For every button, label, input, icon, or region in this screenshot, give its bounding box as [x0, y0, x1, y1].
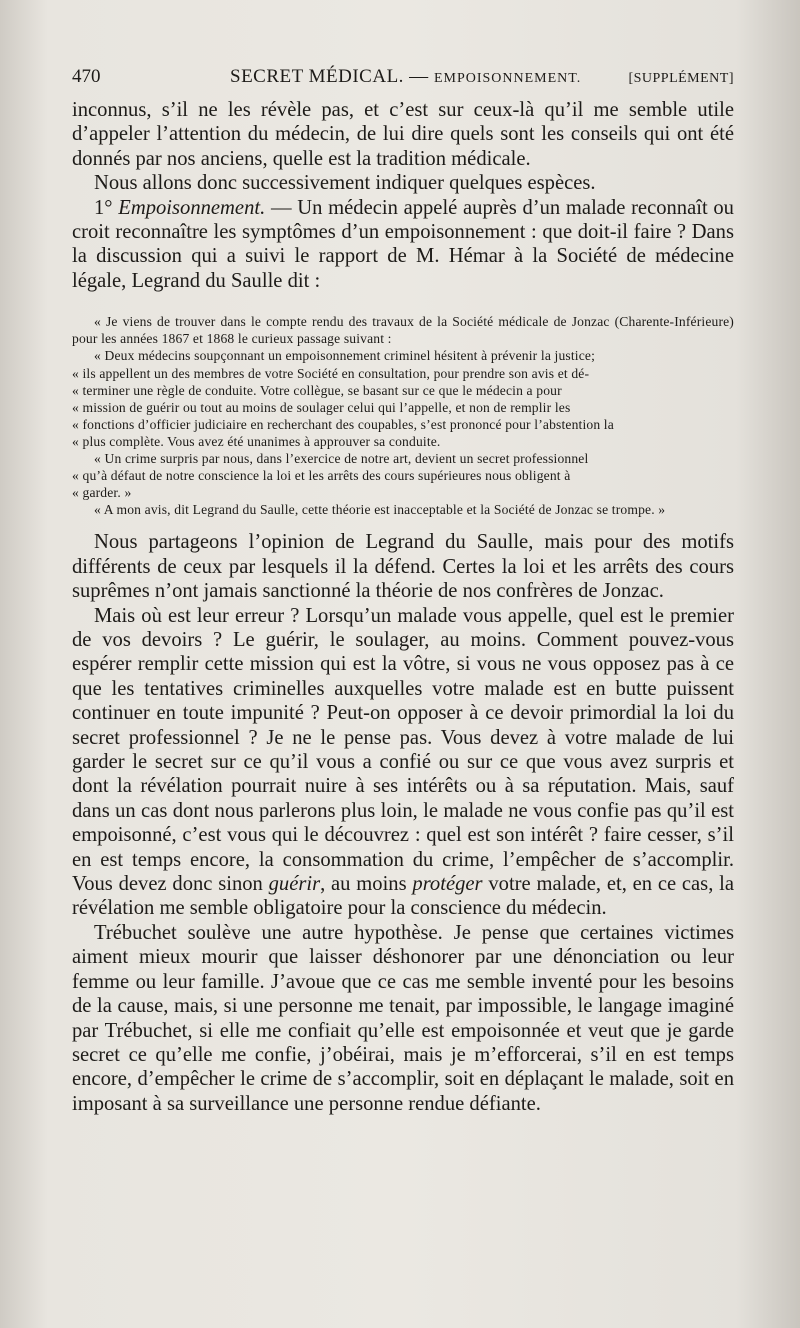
quote-line: « fonctions d’officier judiciaire en recherchant des coupables, s’est prononcé pour l’abstention la: [72, 416, 614, 432]
running-title: [230, 66, 581, 88]
paragraph: Trébuchet soulève une autre hypothèse. Je pense que certaines victimes aiment mieux mourir que laisser déshonorer par une dénonciation ou leur femme ou leur famille. J’avoue que ce cas me semble inventé pour les besoins de la cause, mais, si une personne me tenait, par impossible, le langage imaginé par Trébuchet, si elle me confiait qu’elle est empoisonnée et veut que je garde secret ce qu’elle me confie, j’obéirai, mais je m’efforcerai, s’il en est temps encore, d’empêcher le crime de s’accomplir, soit en déplaçant le malade, soit en imposant à sa surveillance une personne rendue défiante.: [72, 921, 734, 1115]
emphasis-proteger: protéger: [412, 873, 483, 896]
emphasis-guerir: guérir: [268, 873, 321, 896]
quote-line: « garder. »: [72, 485, 132, 501]
quote-line: « Un crime surpris par nous, dans l’exercice de notre art, devient un secret professionnel: [94, 451, 589, 466]
page-body: [72, 98, 734, 1116]
section-label: [SUPPLÉMENT]: [628, 71, 734, 86]
quote-line: « Deux médecins soupçonnant un empoisonnement criminel hésitent à prévenir la justice;: [94, 348, 596, 364]
section-heading: Empoisonnement.: [118, 196, 266, 219]
running-title-main: SECRET MÉDICAL. —: [230, 66, 429, 87]
quote-line: « A mon avis, dit Legrand du Saulle, cette théorie est inacceptable et la Société de Jonzac se trompe. »: [94, 502, 666, 518]
quote-line: « plus complète. Vous avez été unanimes à approuver sa conduite.: [72, 433, 441, 449]
paragraph: inconnus, s’il ne les révèle pas, et c’est sur ceux-là qu’il me semble utile d’appeler l’attention du médecin, de lui dire quels sont les conseils qui ont été donnés par nos anciens, quelle est la tradition médicale.: [72, 99, 734, 170]
paragraph-text: — Un médecin appelé auprès d’un malade reconnaît ou croit reconnaître les symptômes d’un empoisonnement : que doit-il faire ? Dans la discussion qui a suivi le rapport de M. Hémar à la Société de médecine légale, Legrand du Saulle dit :: [72, 196, 734, 292]
paragraph: Mais où est leur erreur ? Lorsqu’un malade vous appelle, quel est le premier de vos devoirs ? Le guérir, le soulager, au moins. Comment pouvez-vous espérer remplir cette mission qui est la vôtre, si vous ne vous opposez pas à ce que les tentatives criminelles auxquelles votre malade est en butte puissent continuer en toute impunité ? Peut-on opposer à ce devoir primordial la loi du secret professionnel ? Je ne le pense pas. Vous devez à votre malade de lui garder le secret sur ce qu’il vous a confié ou sur ce que vous avez surpris et dont la révélation pourrait nuire à ses intérêts ou à sa réputation. Mais, sauf dans un cas dont nous parlerons plus loin, le malade ne vous confie pas qu’il est empoisonné, c’est vous qui le découvrez : quel est son intérêt ? faire cesser, s’il en est temps encore, la consommation du crime, l’empêcher de s’accomplir. Vous devez donc sinon guérir, au moins protéger votre malade, et, en ce cas, la révélation me semble obligatoire pour la conscience du médecin.: [72, 604, 734, 920]
quote-line: « Je viens de trouver dans le compte rendu des travaux de la Société médicale de Jonzac (Charente-Inférieure) pour les années 1867 et 1868 le curieux passage suivant :: [72, 314, 734, 347]
quote-line: « ils appellent un des membres de votre Société en consultation, pour prendre son avis et dé-: [72, 365, 590, 381]
paragraph: Nous allons donc successivement indiquer quelques espèces.: [94, 172, 596, 195]
running-title-sub: EMPOISONNEMENT.: [433, 71, 582, 86]
paragraph: Nous partageons l’opinion de Legrand du Saulle, mais pour des motifs différents de ceux par lesquels il la défend. Certes la loi et les arrêts des cours suprêmes n’ont jamais sanctionné la théorie de nos confrères de Jonzac.: [72, 531, 734, 603]
quote-line: « qu’à défaut de notre conscience la loi et les arrêts des cours supérieures nous obligent à: [72, 468, 571, 484]
running-header: [72, 66, 734, 94]
page-number: 470: [72, 66, 101, 87]
block-quote: [72, 313, 734, 518]
section-number: 1°: [94, 196, 113, 219]
quote-line: « mission de guérir ou tout au moins de soulager celui qui l’appelle, et non de remplir les: [72, 399, 571, 415]
paragraph-empoisonnement: [72, 196, 734, 294]
quote-line: « terminer une règle de conduite. Votre collègue, se basant sur ce que le médecin a pour: [72, 382, 562, 398]
